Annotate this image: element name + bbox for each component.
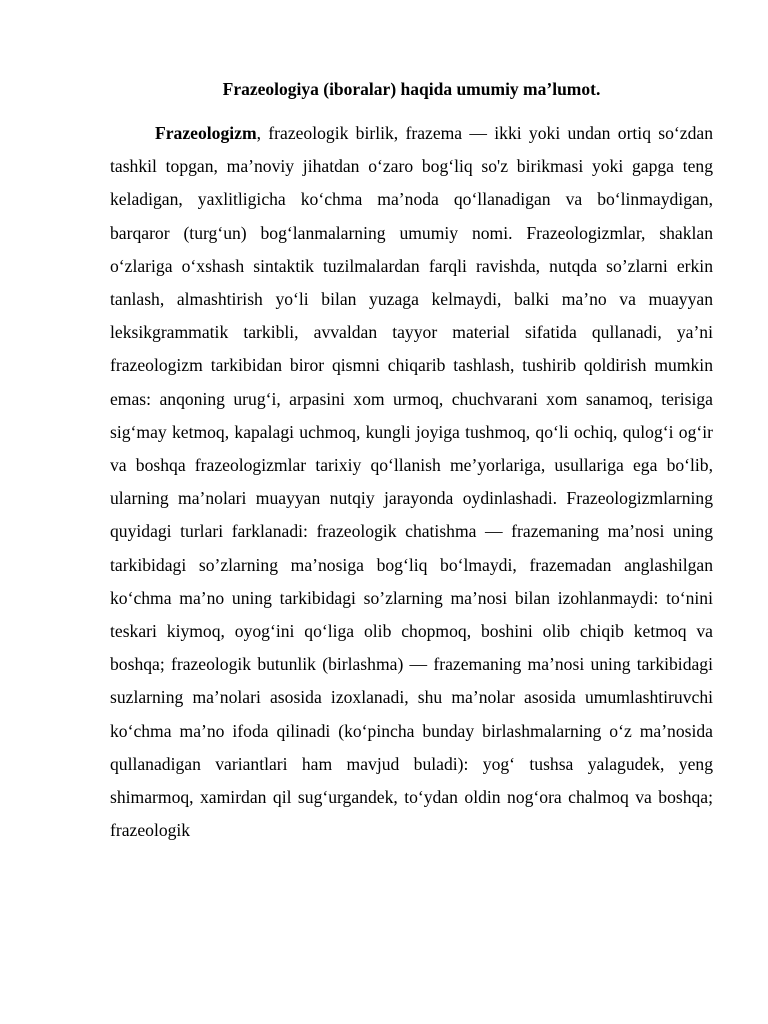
term-frazeologizm: Frazeologizm xyxy=(155,123,257,143)
document-title: Frazeologiya (iboralar) haqida umumiy ma’lumot. xyxy=(222,79,601,99)
paragraph-text: , frazeologik birlik, frazema — ikki yoki undan ortiq so‘zdan tashkil topgan, ma’noviy jihatdan o‘zaro bog‘liq so'z birikmasi yoki gapga teng keladigan, yaxlitligicha ko‘chma ma’noda qo‘llanadigan va bo‘linmaydigan, barqaror (turg‘un) bog‘lanmalarning umumiy nomi. Frazeologizmlar, shaklan o‘zlariga o‘xshash sintaktik tuzilmalardan farqli ravishda, nutqda so’zlarni erkin tanlash, almashtirish yo‘li bilan yuzaga kelmaydi, balki ma’no va muayyan leksikgrammatik tarkibli, avvaldan tayyor material sifatida qullanadi, ya’ni frazeologizm tarkibidan biror qismni chiqarib tashlash, tushirib qoldirish mumkin emas: anqoning urug‘i, arpasini xom urmoq, chuchvarani xom sanamoq, terisiga sig‘may ketmoq, kapalagi uchmoq, kungli joyiga tushmoq, qo‘li ochiq, qulog‘i og‘ir va boshqa frazeologizmlar tarixiy qo‘llanish me’yorlariga, usullariga ega bo‘lib, ularning ma’nolari muayyan nutqiy jarayonda oydinlashadi. Frazeologizmlarning quyidagi turlari farklanadi: frazeologik chatishma — frazemaning ma’nosi uning tarkibidagi so’zlarning ma’nosiga bog‘liq bo‘lmaydi, frazemadan anglashilgan ko‘chma ma’no uning tarkibidagi so’zlarning ma’nosi bilan izohlanmaydi: to‘nini teskari kiymoq, oyog‘ini qo‘liga olib chopmoq, boshini olib chiqib ketmoq va boshqa; frazeologik butunlik (birlashma) — frazemaning ma’nosi uning tarkibidagi suzlarning ma’nolari asosida izoxlanadi, shu ma’nolar asosida umumlashtiruvchi ko‘chma ma’no ifoda qilinadi (ko‘pincha bunday birlashmalarning o‘z ma’nosida qullanadigan variantlari ham mavjud buladi): yog‘ tushsa yalagudek, yeng shimarmoq, xamirdan qil sug‘urgandek, to‘ydan oldin nog‘ora chalmoq va boshqa; frazeologik xyxy=(110,123,713,841)
body-paragraph xyxy=(110,117,713,847)
